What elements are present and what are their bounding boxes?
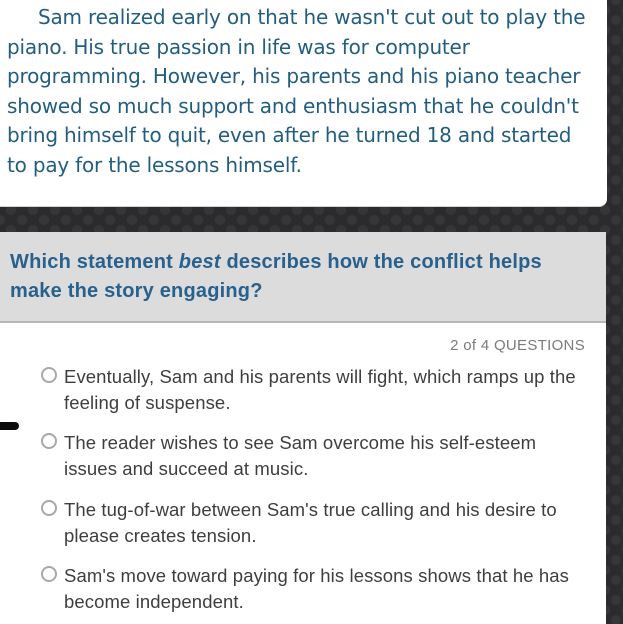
passage-card	[0, 0, 607, 207]
options-panel	[0, 323, 606, 624]
question-header	[0, 232, 606, 323]
answer-option[interactable]	[0, 430, 606, 496]
answer-options-list	[0, 354, 606, 624]
answer-option[interactable]	[0, 364, 606, 430]
question-progress: 2 of 4 QUESTIONS	[450, 337, 585, 354]
question-text-emphasis: best	[178, 251, 221, 273]
radio-icon[interactable]	[41, 433, 57, 449]
answer-option-label: Eventually, Sam and his parents will fight, which ramps up the feeling of suspense.	[64, 366, 576, 413]
radio-icon[interactable]	[41, 500, 57, 516]
question-text-prefix: Which statement	[10, 251, 179, 273]
radio-icon[interactable]	[41, 367, 57, 383]
answer-option-label: The tug-of-war between Sam's true calling and his desire to please creates tension.	[64, 498, 557, 546]
answer-option[interactable]	[0, 563, 606, 624]
passage-text: Sam realized early on that he wasn't cut out to play the piano. His true passion in life was for computer programming. However, his parents and his piano teacher showed so much support and enthusiasm that he couldn't bring himself to quit, even after he turned 18 and started to pay for the lessons himself.	[7, 5, 586, 177]
answer-option[interactable]	[0, 497, 606, 563]
answer-option-label: The reader wishes to see Sam overcome his self-esteem issues and succeed at music.	[64, 432, 537, 480]
ink-mark	[0, 422, 19, 430]
question-text-suffix: describes how the conflict helps make the story engaging?	[10, 251, 542, 302]
radio-icon[interactable]	[41, 566, 57, 582]
answer-option-label: Sam's move toward paying for his lessons shows that he has become independent.	[64, 565, 569, 612]
